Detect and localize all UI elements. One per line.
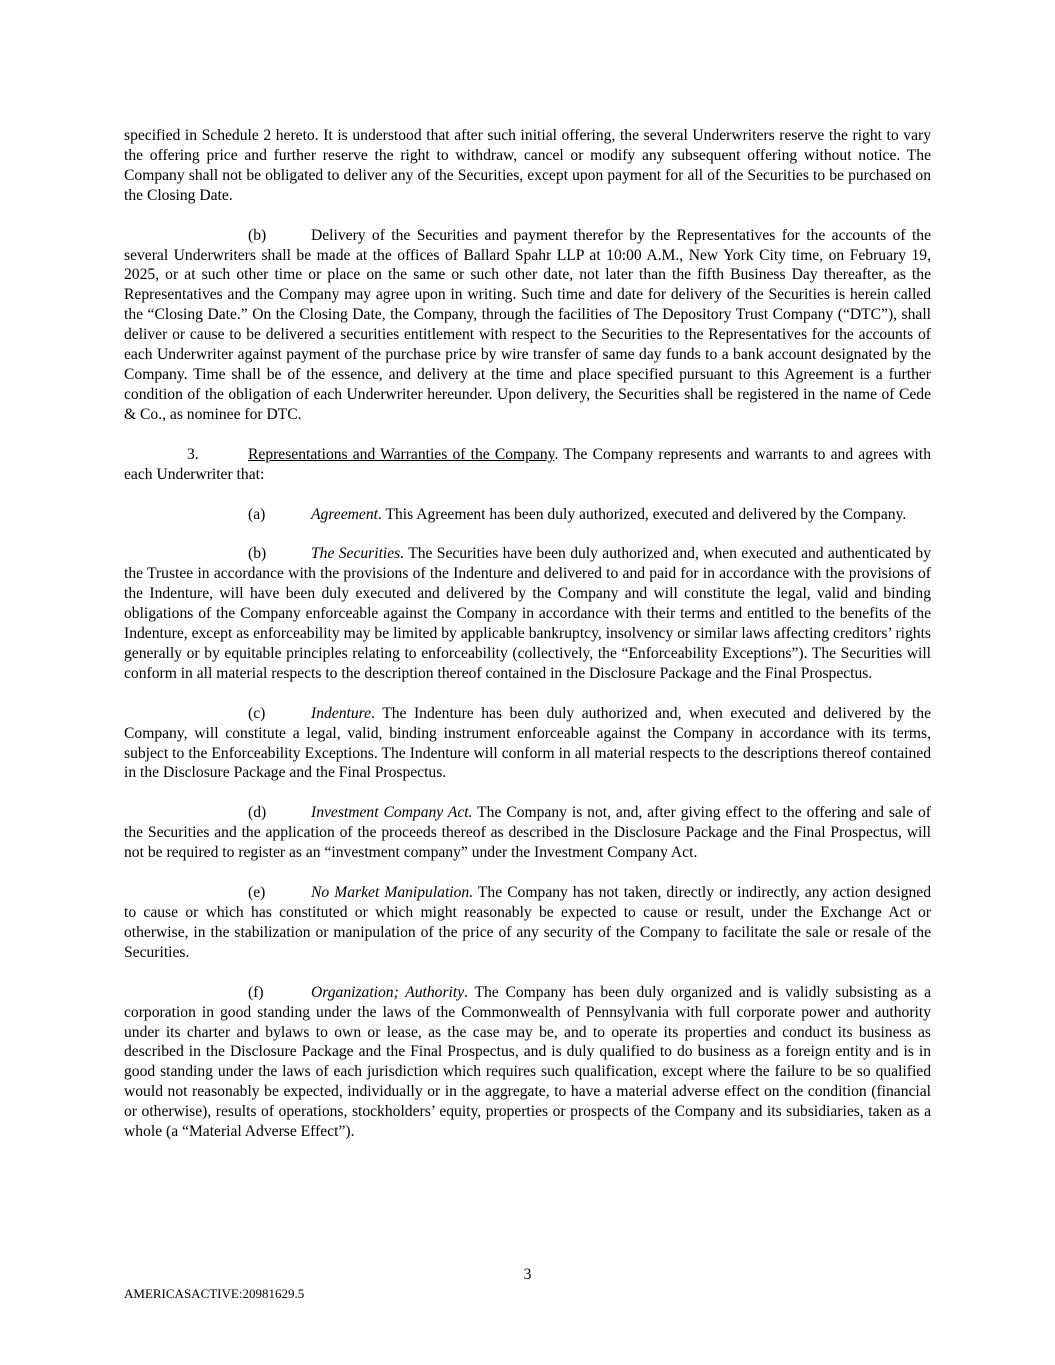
paragraph-heading: No Market Manipulation. xyxy=(311,884,474,902)
paragraph-label: (b) xyxy=(248,545,267,563)
page-number: 3 xyxy=(523,1266,532,1283)
section-number: 3. xyxy=(187,445,199,463)
paragraph-label: (e) xyxy=(248,884,266,902)
paragraph-text: specified in Schedule 2 hereto. It is understood that after such initial offering, the several Underwriters reserve the right to vary the offering price and further reserve the right to withdraw, cancel or modify any subsequent offering without notice. The Company shall not be obligated to deliver any of the Securities, except upon payment for all of the Securities to be purchased on the Closing Date. xyxy=(124,127,931,204)
document-footer-id: AMERICASACTIVE:20981629.5 xyxy=(124,1286,305,1301)
paragraph-3d-investment-company-act xyxy=(124,803,931,863)
paragraph-text: Delivery of the Securities and payment therefor by the Representatives for the accounts of the several Underwriters shall be made at the offices of Ballard Spahr LLP at 10:00 A.M., New York City time, on February 19, 2025, or at such other time or place on the same or such other date, not later than the fifth Business Day thereafter, as the Representatives and the Company may agree upon in writing. Such time and date for delivery of the Securities is herein called the “Closing Date.” On the Closing Date, the Company, through the facilities of The Depository Trust Company (“DTC”), shall deliver or cause to be delivered a securities entitlement with respect to the Securities to the Representatives for the accounts of each Underwriter against payment of the purchase price by wire transfer of same day funds to a bank account designated by the Company. Time shall be of the essence, and delivery at the time and place specified pursuant to this Agreement is a further condition of the obligation of each Underwriter hereunder. Upon delivery, the Securities shall be registered in the name of Cede & Co., as nominee for DTC. xyxy=(124,226,931,423)
paragraph-3c-indenture xyxy=(124,704,931,784)
paragraph-label: (a) xyxy=(248,505,266,523)
paragraph-heading: Agreement xyxy=(311,505,378,523)
paragraph-text: . The Company represents and warrants to and agrees with each Underwriter that: xyxy=(124,445,931,483)
section-3-heading xyxy=(124,445,931,485)
paragraph-heading: Indenture xyxy=(311,704,372,722)
paragraph-3f-organization-authority xyxy=(124,983,931,1142)
paragraph-heading: The Securities. xyxy=(311,545,405,563)
paragraph-3a-agreement xyxy=(124,505,931,525)
paragraph-text: . The Indenture has been duly authorized and, when executed and delivered by the Company, will constitute a legal, valid, binding instrument enforceable against the Company in accordance with its terms, subject to the Enforceability Exceptions. The Indenture will conform in all material respects to the descriptions thereof contained in the Disclosure Package and the Final Prospectus. xyxy=(124,704,931,782)
paragraph-3b-securities xyxy=(124,544,931,683)
paragraph-2b-delivery xyxy=(124,226,931,425)
paragraph-label: (f) xyxy=(248,983,264,1001)
paragraph-label: (d) xyxy=(248,804,267,822)
paragraph-text: . This Agreement has been duly authorized, executed and delivered by the Company. xyxy=(377,505,907,523)
paragraph-text: . The Company has been duly organized and is validly subsisting as a corporation in good standing under the laws of the Commonwealth of Pennsylvania with full corporate power and authority under its charter and bylaws to own or lease, as the case may be, and to operate its properties and conduct its business as described in the Disclosure Package and the Final Prospectus, and is duly qualified to do business as a foreign entity and is in good standing under the laws of each jurisdiction which requires such qualification, except where the failure to be so qualified would not reasonably be expected, individually or in the aggregate, to have a material adverse effect on the condition (financial or otherwise), results of operations, stockholders’ equity, properties or prospects of the Company and its subsidiaries, taken as a whole (a “Material Adverse Effect”). xyxy=(124,983,931,1141)
paragraph-3e-no-market-manipulation xyxy=(124,883,931,963)
paragraph-text: The Securities have been duly authorized and, when executed and authenticated by the Trustee in accordance with the provisions of the Indenture and delivered to and paid for in accordance with the provisions of the Indenture, will have been duly executed and delivered by the Company and will constitute the legal, valid and binding obligations of the Company enforceable against the Company in accordance with their terms and entitled to the benefits of the Indenture, except as enforceability may be limited by applicable bankruptcy, insolvency or similar laws affecting creditors’ rights generally or by equitable principles relating to enforceability (collectively, the “Enforceability Exceptions”). The Securities will conform in all material respects to the description thereof contained in the Disclosure Package and the Final Prospectus. xyxy=(124,545,931,682)
paragraph-heading: Investment Company Act. xyxy=(311,804,473,822)
paragraph-heading: Organization; Authority xyxy=(311,983,465,1001)
paragraph-label: (b) xyxy=(248,226,267,244)
paragraph-text: The Company is not, and, after giving effect to the offering and sale of the Securities and the application of the proceeds thereof as described in the Disclosure Package and the Final Prospectus, will not be required to register as an “investment company” under the Investment Company Act. xyxy=(124,804,931,862)
document-body xyxy=(124,126,931,1162)
paragraph-text: The Company has not taken, directly or indirectly, any action designed to cause or which has constituted or which might reasonably be expected to cause or result, under the Exchange Act or otherwise, in the stabilization or manipulation of the price of any security of the Company to facilitate the sale or resale of the Securities. xyxy=(124,884,932,961)
section-title: Representations and Warranties of the Company xyxy=(248,445,555,463)
paragraph-closing-offering xyxy=(124,126,931,206)
paragraph-label: (c) xyxy=(248,704,266,722)
